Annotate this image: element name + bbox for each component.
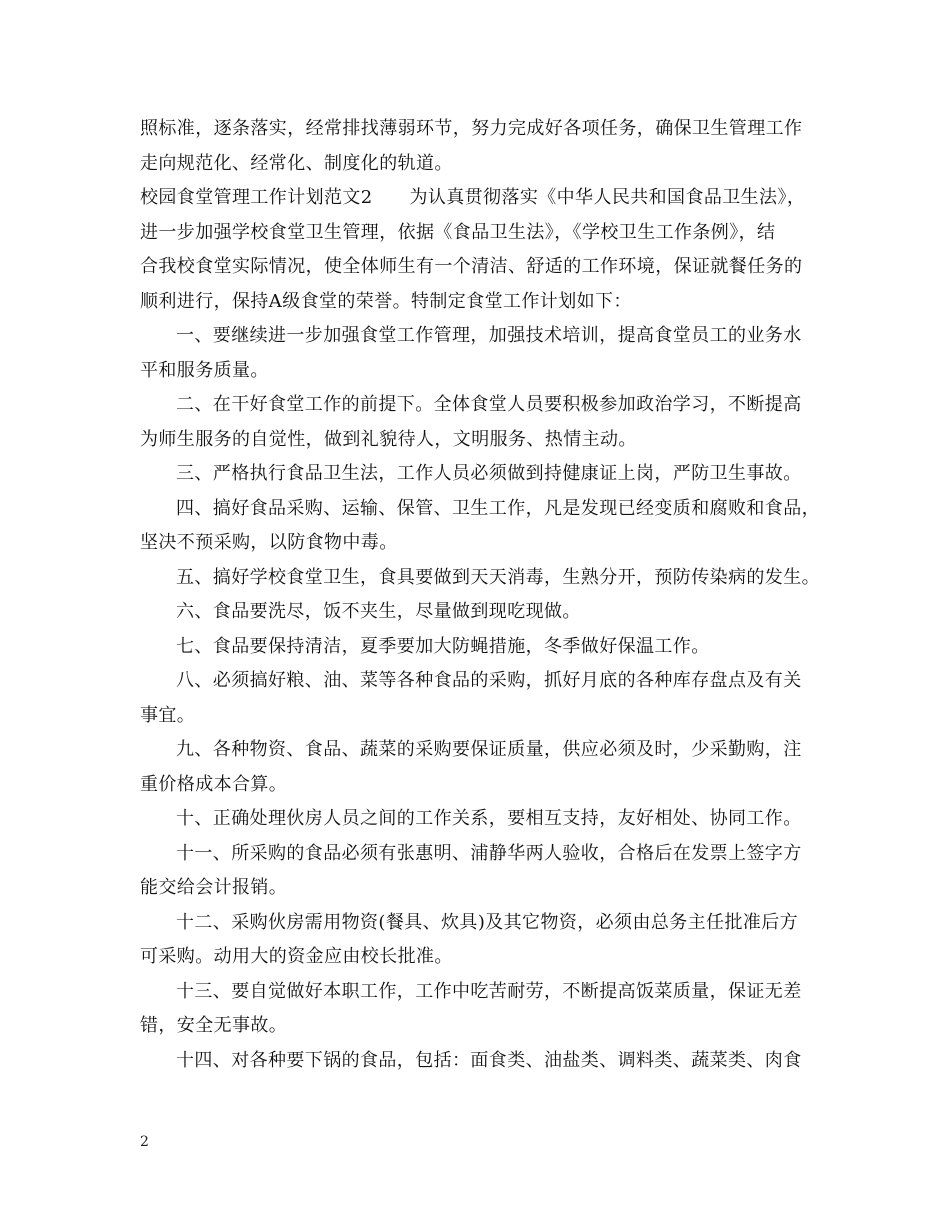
text-line: 为师生服务的自觉性，做到礼貌待人，文明服务、热情主动。 xyxy=(140,428,637,450)
text-line: 走向规范化、经常化、制度化的轨道。 xyxy=(140,152,453,174)
document-body xyxy=(140,112,830,1078)
paragraph-first-line: 五、搞好学校食堂卫生，食具要做到天天消毒，生熟分开，预防传染病的发生。 xyxy=(176,566,820,588)
text-line: 能交给会计报销。 xyxy=(140,877,288,898)
text-line: 顺利进行，保持A级食堂的荣誉。特制定食堂工作计划如下： xyxy=(140,290,632,312)
paragraph-first-line: 十、正确处理伙房人员之间的工作关系，要相互支持，友好相处、协同工作。 xyxy=(176,808,802,829)
paragraph-first-line: 七、食品要保持清洁，夏季要加大防蝇措施，冬季做好保温工作。 xyxy=(176,635,710,657)
paragraph-first-line: 一、要继续进一步加强食堂工作管理，加强技术培训，提高食堂员工的业务水 xyxy=(176,325,802,346)
text-line: 坚决不预采购，以防食物中毒。 xyxy=(140,532,398,553)
page-number: 2 xyxy=(140,1134,149,1150)
paragraph-first-line: 十三、要自觉做好本职工作，工作中吃苦耐劳，不断提高饭菜质量，保证无差 xyxy=(176,980,802,1002)
paragraph-first-line: 四、搞好食品采购、运输、保管、卫生工作，凡是发现已经变质和腐败和食品， xyxy=(176,497,820,519)
text-line: 合我校食堂实际情况，使全体师生有一个清洁、舒适的工作环境，保证就餐任务的 xyxy=(140,256,803,277)
paragraph-first-line: 三、严格执行食品卫生法，工作人员必须做到持健康证上岗，严防卫生事故。 xyxy=(176,463,802,484)
paragraph-first-line: 九、各种物资、食品、蔬菜的采购要保证质量，供应必须及时，少采勤购，注 xyxy=(176,739,802,760)
paragraph-first-line: 十四、对各种要下锅的食品，包括：面食类、油盐类、调料类、蔬菜类、肉食 xyxy=(176,1049,802,1071)
paragraph-first-line: 六、食品要洗尽，饭不夹生，尽量做到现吃现做。 xyxy=(176,601,581,622)
text-line: 可采购。动用大的资金应由校长批准。 xyxy=(140,946,453,967)
paragraph-first-line: 八、必须搞好粮、油、菜等各种食品的采购，抓好月底的各种库存盘点及有关 xyxy=(176,670,802,691)
text-line: 进一步加强学校食堂卫生管理，依据《食品卫生法》，《学校卫生工作条例》，结 xyxy=(140,221,776,243)
text-line: 校园食堂管理工作计划范文2 为认真贯彻落实《中华人民共和国食品卫生法》， xyxy=(140,187,806,208)
paragraph-first-line: 十一、所采购的食品必须有张惠明、浦静华两人验收，合格后在发票上签字方 xyxy=(176,842,802,864)
text-line: 错，安全无事故。 xyxy=(140,1015,288,1036)
text-line: 事宜。 xyxy=(140,704,196,726)
text-line: 照标准，逐条落实，经常排找薄弱环节，努力完成好各项任务，确保卫生管理工作 xyxy=(140,118,803,139)
paragraph-first-line: 十二、采购伙房需用物资(餐具、炊具)及其它物资，必须由总务主任批准后方 xyxy=(176,911,799,933)
text-line: 平和服务质量。 xyxy=(140,359,269,381)
paragraph-first-line: 二、在干好食堂工作的前提下。全体食堂人员要积极参加政治学习，不断提高 xyxy=(176,394,802,415)
text-line: 重价格成本合算。 xyxy=(140,773,288,795)
